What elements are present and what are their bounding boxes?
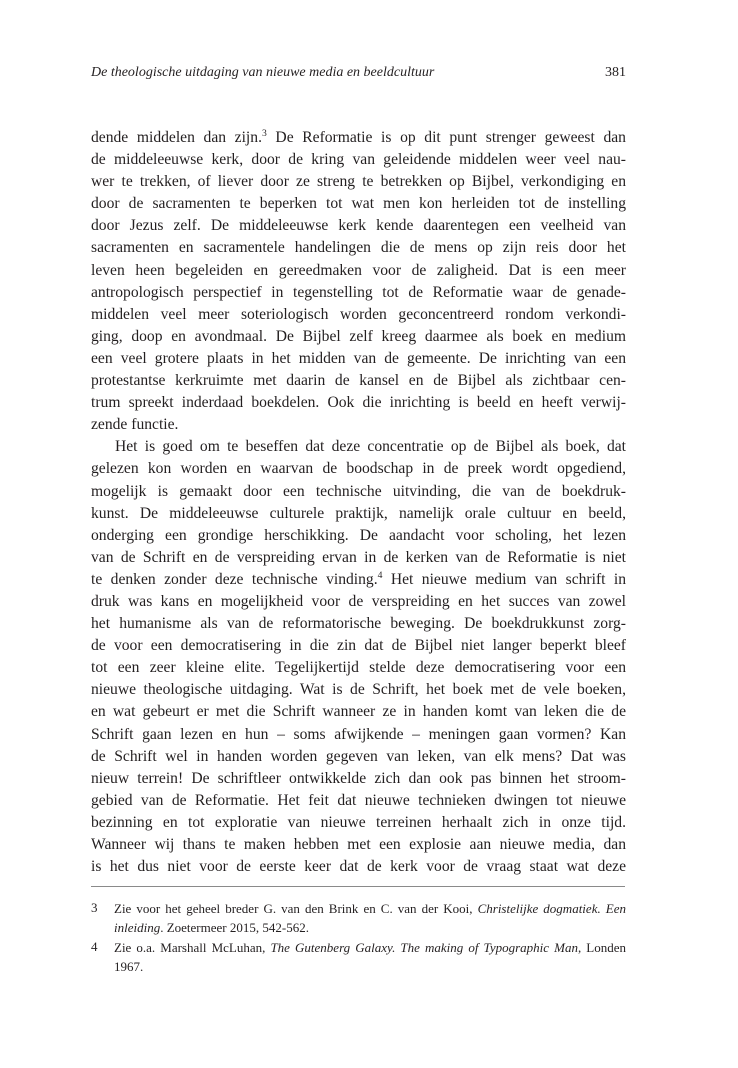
text-line: protestantse kerkruimte met daarin de kansel en de Bijbel als zichtbaar cen- [91, 372, 626, 390]
text-line: het humanisme als van de reformatorische beweging. De boekdrukkunst zorg- [91, 615, 626, 633]
text-line: bezinning en tot exploratie van nieuwe terreinen herhaalt zich in onze tijd. [91, 813, 626, 831]
book-title: Christelijke dogmatiek. Een [477, 901, 626, 916]
body-text [91, 127, 626, 878]
text-line: kunst. De middeleeuwse culturele praktijk, namelijk orale cultuur en beeld, [91, 504, 626, 522]
text-line: gebied van de Reformatie. Het feit dat nieuwe technieken dwingen tot nieuwe [91, 791, 626, 809]
text-line: de middeleeuwse kerk, door de kring van geleidende middelen weer veel nau- [91, 151, 626, 169]
text-line: Schrift gaan lezen en hun – soms afwijkende – meningen gaan vormen? Kan [91, 725, 626, 743]
text-line: nieuw terrein! De schriftleer ontwikkelde zich dan ook pas binnen het stroom- [91, 769, 626, 787]
text-line: de Schrift wel in handen worden gegeven van leken, van elk mens? Dat was [91, 747, 626, 765]
book-title: inleiding [114, 919, 161, 935]
text-line: dende middelen dan zijn.$^3$ De Reformatie is op dit punt strenger geweest dan [91, 127, 626, 146]
text-line: druk was kans en mogelijkheid voor de verspreiding en het succes van zowel [91, 592, 626, 610]
page-number: 381 [605, 65, 626, 80]
text-line: de voor een democratisering in die zin dat de Bijbel niet langer beperkt bleef [91, 637, 626, 655]
footnote-ref-4[interactable]: 4 [377, 569, 383, 581]
paragraph-1 [91, 127, 626, 436]
text-line: ging, doop en avondmaal. De Bijbel zelf kreeg daarmee als boek en medium [91, 327, 626, 345]
text-line: middelen veel meer soteriologisch worden geconcentreerd rondom verkondi- [91, 305, 626, 323]
text-line: door de sacramenten te beperken tot wat men kon herleiden tot de instelling [91, 195, 626, 213]
footnote-number: 3 [91, 900, 98, 915]
text-line: gelezen kon worden en waarvan de boodschap in de preek wordt opgediend, [91, 460, 626, 478]
text-line: tot een zeer kleine elite. Tegelijkertijd stelde deze democratisering voor een [91, 659, 626, 677]
text-line: Wanneer wij thans te maken hebben met een explosie aan nieuwe media, dan [91, 836, 626, 853]
paragraph-2 [91, 436, 626, 878]
text-line: onderging een grondige herschikking. De aandacht voor scholing, het lezen [91, 526, 626, 544]
text-line: en wat gebeurt er met die Schrift wanneer ze in handen komt van leken die de [91, 703, 626, 721]
text-line: trum spreekt inderdaad boekdelen. Ook die inrichting is beeld en heeft verwij- [91, 394, 626, 412]
footnote-number: 4 [91, 939, 98, 954]
text-line: een veel grotere plaats in het midden van de gemeente. De inrichting van een [91, 349, 626, 367]
text-line: Het is goed om te beseffen dat deze concentratie op de Bijbel als boek, dat [115, 438, 626, 456]
footnote-4 [91, 939, 626, 976]
text-line: wer te trekken, of liever door ze streng te betrekken op Bijbel, verkondiging en [91, 173, 626, 191]
footnote-line: inleiding. Zoetermeer 2015, 542-562. [114, 919, 309, 935]
text-line: antropologisch perspectief in tegenstelling tot de Reformatie waar de genade- [91, 283, 626, 301]
text-line: nieuwe theologische uitdaging. Wat is de Schrift, het boek met de vele boeken, [91, 681, 626, 699]
text-line: is het dus niet voor de eerste keer dat de kerk voor de vraag staat wat deze [91, 858, 626, 876]
text-line: sacramenten en sacramentele handelingen die de mens op zijn reis door het [91, 239, 626, 257]
footnote-divider [91, 886, 625, 887]
footnote-line: 1967. [114, 958, 144, 974]
running-head [91, 63, 626, 83]
book-title: The Gutenberg Galaxy. The making of Typographic Man [270, 940, 578, 955]
text-line: te denken zonder deze technische vinding.$^4$ Het nieuwe medium van schrift in [91, 569, 627, 588]
footnote-line: Zie voor het geheel breder G. van den Brink en C. van der Kooi, Christelijke dogmatiek. Een [114, 901, 626, 916]
footnotes [91, 900, 626, 978]
running-title: De theologische uitdaging van nieuwe media en beeldcultuur [91, 65, 435, 80]
footnote-ref-3[interactable]: 3 [261, 127, 267, 139]
text-line: zende functie. [91, 416, 179, 434]
text-line: leven heen begeleiden en gereedmaken voor de zaligheid. Dat is een meer [91, 261, 626, 279]
text-line: door Jezus zelf. De middeleeuwse kerk kende daarentegen een veelheid van [91, 217, 626, 235]
text-line: mogelijk is gemaakt door een technische uitvinding, die van de boekdruk- [91, 482, 626, 500]
footnote-3 [91, 900, 626, 937]
footnote-line: Zie o.a. Marshall McLuhan, The Gutenberg Galaxy. The making of Typographic Man, Londen [114, 940, 627, 955]
text-line: van de Schrift en de verspreiding ervan in de kerken van de Reformatie is niet [91, 548, 626, 566]
